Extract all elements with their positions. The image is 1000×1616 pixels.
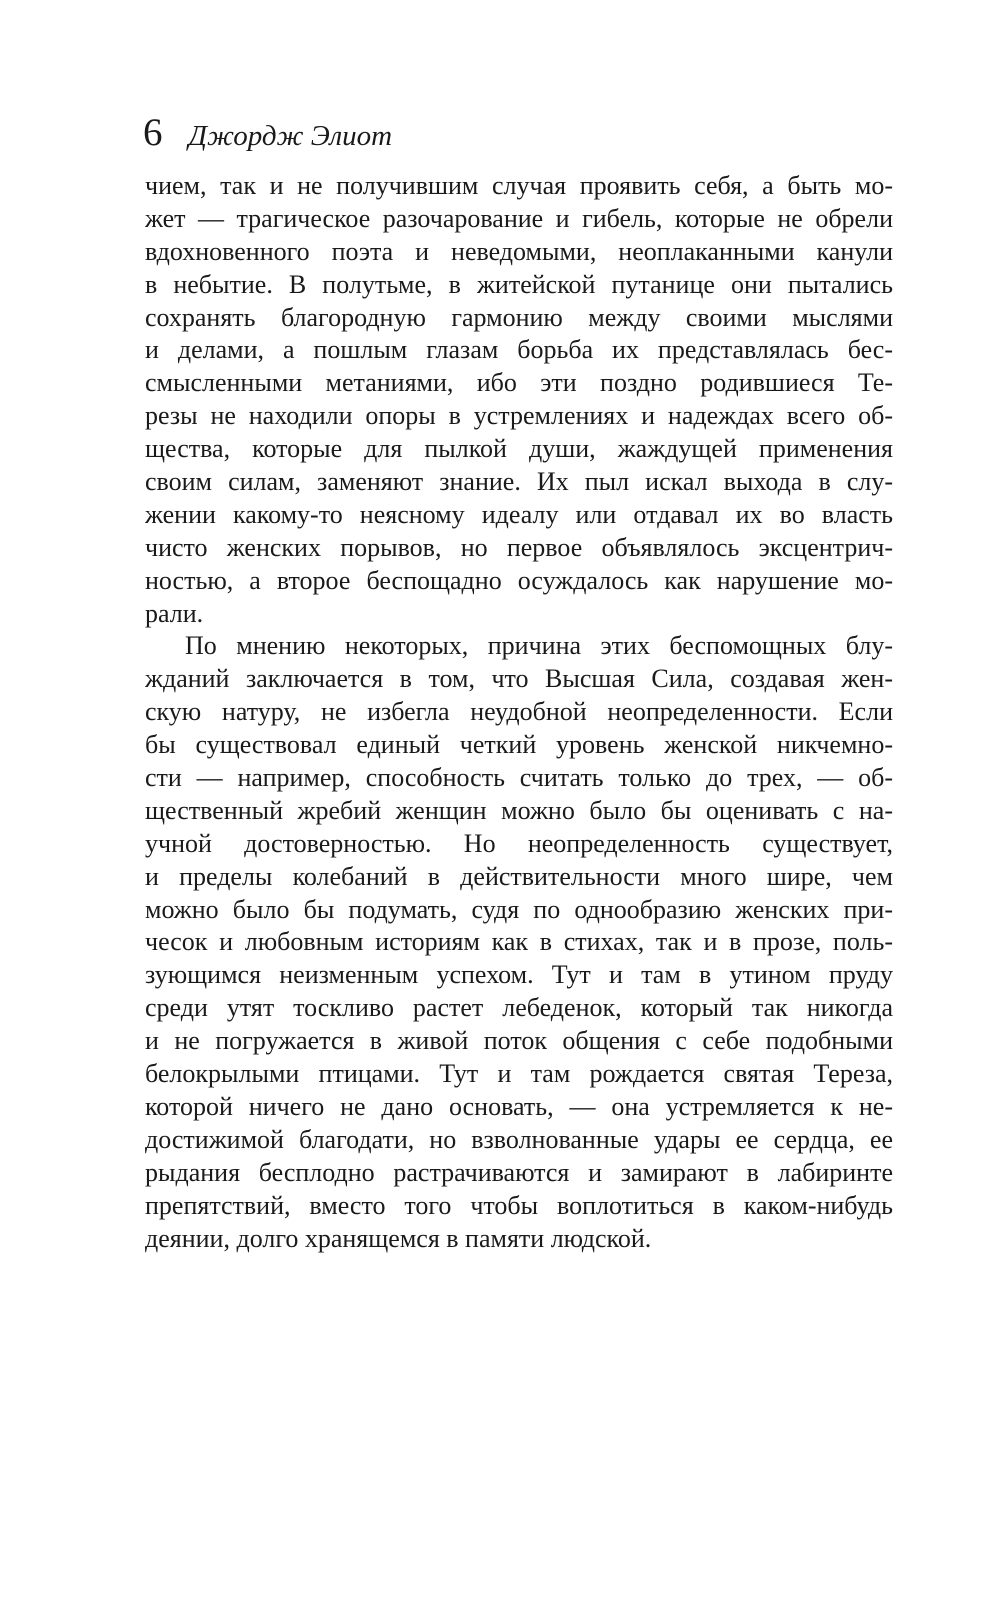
- text-line: смысленными метаниями, ибо эти поздно родившиеся Те-: [145, 368, 893, 398]
- text-line: среди утят тоскливо растет лебеденок, который так никогда: [145, 993, 893, 1023]
- text-line: и пределы колебаний в действительности много шире, чем: [145, 861, 893, 891]
- text-line: жет — трагическое разочарование и гибель, которые не обрели: [145, 203, 893, 233]
- text-line: белокрылыми птицами. Тут и там рождается святая Тереза,: [145, 1059, 893, 1089]
- text-line: По мнению некоторых, причина этих беспомощных блу-: [185, 631, 893, 661]
- text-line: учной достоверностью. Но неопределенность существует,: [145, 828, 893, 858]
- body-text: [145, 170, 893, 1255]
- paragraph: [145, 170, 893, 630]
- running-title: Джордж Элиот: [188, 120, 393, 152]
- text-line: рали.: [145, 598, 204, 628]
- text-line: щества, которые для пылкой души, жаждущей применения: [145, 434, 893, 464]
- text-line: ностью, а второе беспощадно осуждалось как нарушение мо-: [145, 565, 893, 595]
- page-number: 6: [143, 111, 163, 154]
- text-line: сти — например, способность считать только до трех, — об-: [145, 763, 893, 793]
- text-line: вдохновенного поэта и неведомыми, неоплаканными канули: [145, 236, 893, 266]
- text-line: в небытие. В полутьме, в житейской путанице они пытались: [145, 269, 893, 299]
- text-line: деянии, долго хранящемся в памяти людской.: [145, 1223, 652, 1253]
- text-line: рыдания бесплодно растрачиваются и замирают в лабиринте: [145, 1157, 893, 1187]
- text-line: можно было бы подумать, судя по однообразию женских при-: [145, 894, 893, 924]
- text-line: щественный жребий женщин можно было бы оценивать с на-: [145, 795, 893, 825]
- paragraph: [145, 630, 893, 1255]
- text-line: чисто женских порывов, но первое объявлялось эксцентрич-: [145, 532, 893, 562]
- text-line: резы не находили опоры в устремлениях и надеждах всего об-: [145, 401, 893, 431]
- text-line: чесок и любовным историям как в стихах, так и в прозе, поль-: [145, 927, 893, 957]
- text-line: которой ничего не дано основать, — она устремляется к не-: [145, 1091, 893, 1121]
- text-line: и не погружается в живой поток общения с себе подобными: [145, 1026, 893, 1056]
- text-line: зующимся неизменным успехом. Тут и там в утином пруду: [145, 960, 893, 990]
- text-line: сохранять благородную гармонию между своими мыслями: [145, 302, 893, 332]
- text-line: скую натуру, не избегла неудобной неопределенности. Если: [145, 697, 893, 727]
- page-header: [143, 108, 392, 158]
- text-line: жданий заключается в том, что Высшая Сила, создавая жен-: [145, 664, 893, 694]
- text-line: и делами, а пошлым глазам борьба их представлялась бес-: [145, 335, 893, 365]
- text-line: достижимой благодати, но взволнованные удары ее сердца, ее: [145, 1124, 893, 1154]
- text-line: чием, так и не получившим случая проявить себя, а быть мо-: [145, 171, 893, 200]
- text-line: жении какому-то неясному идеалу или отдавал их во власть: [145, 499, 893, 529]
- text-line: препятствий, вместо того чтобы воплотиться в каком-нибудь: [145, 1190, 893, 1220]
- text-line: бы существовал единый четкий уровень женской никчемно-: [145, 730, 893, 760]
- text-line: своим силам, заменяют знание. Их пыл искал выхода в слу-: [145, 467, 893, 497]
